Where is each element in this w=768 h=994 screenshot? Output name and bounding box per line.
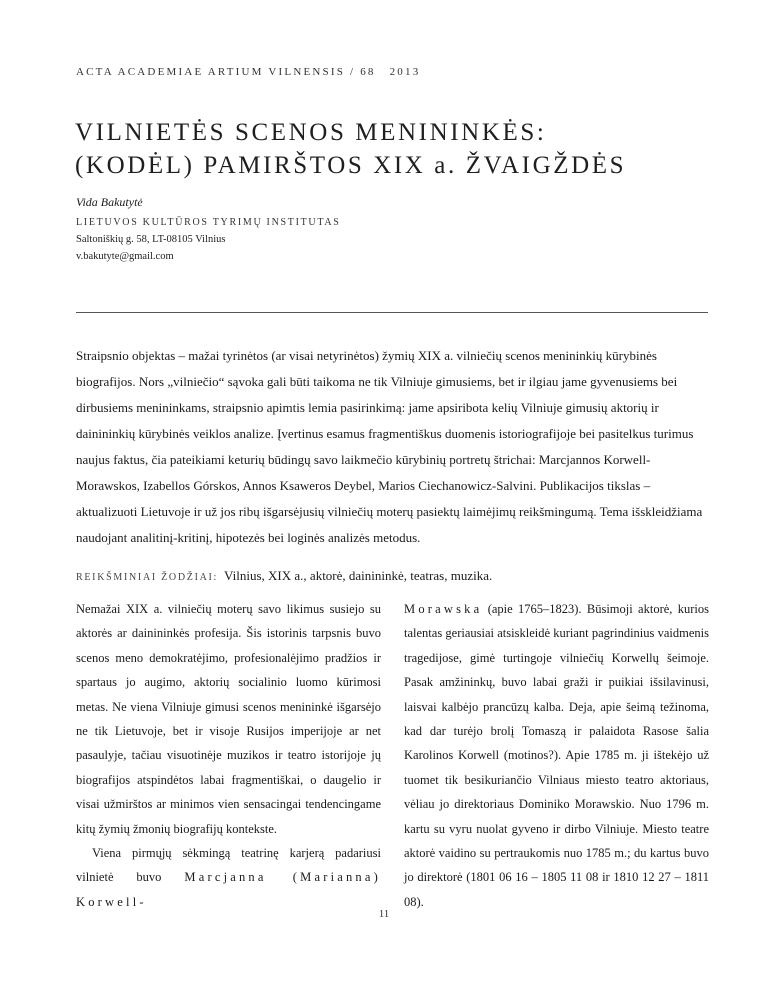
keywords [76, 568, 708, 584]
body-column-left [76, 597, 381, 914]
body-paragraph-3-text: (apie 1765–1823). Būsimoji aktorė, kurios talentas geriausiai atsiskleidė kuriant pagrindinius vaidmenis tragedijose, gimė turtingoje vilniečių Korwellų šeimoje. Pasak amžininkų, buvo labai graži ir puikiai išsilavinusi, laisvai kalbėjo prancūzų kalba. Deja, apie šeimą težinoma, kad dar turėjo brolį Tomaszą ir palaidota Rasose šalia Karolinos Korwell (motinos?). Apie 1785 m. ji ištekėjo už tuomet tik besikuriančio Vilniaus miesto teatro aktoriaus, vėliau jo direktoriaus Dominiko Morawskio. Nuo 1796 m. kartu su vyru nuolat gyveno ir dirbo Vilniuje. Miesto teatre aktorė vaidino su pertraukomis nuo 1785 m.; du kartus buvo jo direktorė (1801 06 16 – 1805 11 08 ir 1810 12 27 – 1811 08). [404, 602, 709, 909]
title-line-2: (KODĖL) PAMIRŠTOS XIX a. ŽVAIGŽDĖS [75, 152, 627, 179]
body-paragraph-3 [404, 597, 709, 914]
author-email: v.bakutyte@gmail.com [76, 251, 174, 262]
page-number: 11 [378, 908, 390, 920]
body-paragraph-2 [76, 841, 381, 914]
author-name: Vida Bakutytė [76, 195, 143, 209]
body-column-right [404, 597, 709, 914]
keywords-text: Vilnius, XIX a., aktorė, dainininkė, teatras, muzika. [224, 568, 493, 583]
person-name-cont: Morawska [404, 602, 483, 616]
keywords-label: REIKŠMINIAI ŽODŽIAI: [76, 572, 219, 583]
person-name: Marcjanna (Marianna) Korwell- [76, 870, 381, 909]
body-paragraph-2-text: Viena pirmųjų sėkmingą teatrinę karjerą padariusi vilnietė buvo [76, 846, 381, 885]
author-address: Saltoniškių g. 58, LT-08105 Vilnius [76, 234, 226, 245]
publication-year: 2013 [389, 66, 421, 78]
title-line-1: VILNIETĖS SCENOS MENININKĖS: [75, 119, 547, 146]
journal-header [76, 66, 420, 78]
article-title [75, 116, 626, 182]
author-block [76, 195, 341, 268]
body-paragraph-1: Nemažai XIX a. vilniečių moterų savo likimus susiejo su aktorės ar dainininkės profesija. Šis istorinis tarpsnis buvo scenos meno demokratėjimo, profesionalėjimo pradžios ir spartaus jo augimo, aktorių socialinio luomo kūrimosi metas. Ne viena Vilniuje gimusi scenos menininkė išgarsėjo ne tik Lietuvoje, bet ir visoje Rusijos imperijoje ar net pasaulyje, tačiau visuotinėje muzikos ir teatro istorijoje jų biografijos atspindėtos labai fragmentiškai, o daugelio ir visai užmirštos ar minimos vien sensacingai tendencingame kitų žymių žmonių biografijų kontekste. [76, 602, 381, 836]
abstract: Straipsnio objektas – mažai tyrinėtos (ar visai netyrinėtos) žymių XIX a. vilniečių scenos menininkių kūrybinės biografijos. Nors „vilniečio“ sąvoka gali būti taikoma ne tik Vilniuje gimusiems, bet ir ilgiau jame gyvenusiems bei dirbusiems menininkams, straipsnio apimtis lemia pasirinkimą: jame apsiribota kelių Vilniuje gimusių aktorių ir dainininkių kūrybinės veiklos analize. Įvertinus esamus fragmentiškus duomenis istoriografijoje bei pasitelkus turimus naujus faktus, čia pateikiami keturių būdingų savo laikmečio kūrybinių portretų štrichai: Marcjannos Korwell-Morawskos, Izabellos Górskos, Annos Ksaweros Deybel, Marios Ciechanowicz-Salvini. Publikacijos tikslas – aktualizuoti Lietuvoje ir už jos ribų išgarsėjusių vilniečių moterų pasiektų laimėjimų reikšmingumą. Tema išskleidžiama naudojant analitinį-kritinį, hipotezės bei loginės analizės metodus. [76, 348, 703, 545]
author-institute: LIETUVOS KULTŪROS TYRIMŲ INSTITUTAS [76, 217, 341, 228]
journal-name: ACTA ACADEMIAE ARTIUM VILNENSIS / 68 [76, 66, 376, 78]
section-divider [76, 312, 708, 313]
